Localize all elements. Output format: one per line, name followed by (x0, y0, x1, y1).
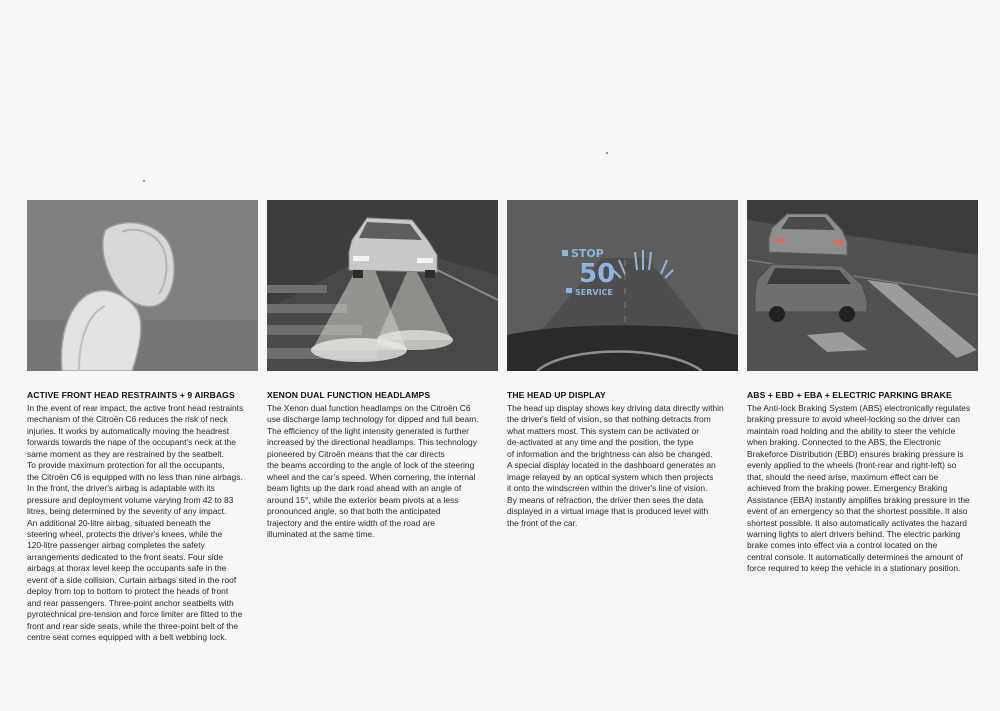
body-line: the front of the car. (507, 517, 578, 528)
body-line: brake comes into effect via a control located on the (747, 540, 938, 551)
body-line: The Anti-lock Braking System (ABS) electronically regulates (747, 403, 971, 413)
body-line: and rear passengers. Three-point anchor seatbelts with (27, 597, 234, 608)
body-line: Assistance (EBA) instantly amplifies braking pressure in the (747, 494, 970, 505)
body-line: event of a side collision. Curtain airbags sited in the roof (27, 574, 237, 585)
body-line: wheel and the car's speed. When cornering, the internal (267, 471, 476, 482)
hud-speed-text: 50 (579, 259, 616, 289)
body-line: it onto the windscreen within the driver's line of vision. (507, 483, 708, 494)
page-speck (143, 180, 145, 182)
body-line: pioneered by Citroën means that the car directs (267, 448, 445, 459)
section-body (747, 403, 978, 575)
body-line: airbags at thorax level keep the occupants safe in the (27, 563, 227, 574)
body-line: front and rear side seats, while the three-point belt of the (27, 620, 239, 631)
body-line: pronounced angle, so that both the anticipated (267, 506, 441, 517)
page-speck (606, 152, 608, 154)
body-line: The efficiency of the light intensity generated is further (267, 425, 469, 436)
body-line: steering wheel, protects the driver's knees, while the (27, 528, 223, 539)
section-braking (747, 200, 978, 575)
body-line: centre seat comes equipped with a belt webbing lock. (27, 632, 227, 643)
body-line: mechanism of the Citroën C6 reduces the risk of neck (27, 414, 228, 425)
body-line: An additional 20-litre airbag, situated beneath the (27, 517, 211, 528)
body-line: achieved from the braking power. Emergency Braking (747, 483, 948, 494)
section-head-restraints (27, 200, 258, 644)
head-restraint-illustration (27, 200, 258, 371)
section-body (267, 403, 498, 540)
body-line: pyrotechnical pre-tension and force limiter are fitted to the (27, 609, 243, 620)
headlamps-illustration (267, 200, 498, 371)
body-line: warning lights to alert drivers behind. The electric parking (747, 528, 961, 539)
section-heading: THE HEAD UP DISPLAY (507, 390, 606, 400)
body-line: By means of refraction, the driver then sees the data (507, 494, 704, 505)
body-line: force required to keep the vehicle in a stationary position. (747, 563, 961, 574)
body-line: evenly applied to the wheels (front-rear and right-left) so (747, 460, 957, 471)
section-body (507, 403, 738, 529)
body-line: In the event of rear impact, the active front head restraints (27, 403, 244, 413)
body-line: displayed in a virtual image that is produced level with (507, 506, 709, 517)
body-line: beam lights up the dark road ahead with an angle of (267, 483, 462, 494)
body-line: maintain road holding and the ability to steer the vehicle (747, 425, 956, 436)
body-line: image relayed by an optical system which then projects (507, 471, 714, 482)
body-line: when braking. Connected to the ABS, the Electronic (747, 437, 941, 448)
hud-service-text: SERVICE (575, 288, 613, 297)
section-heading: ABS + EBD + EBA + ELECTRIC PARKING BRAKE (747, 390, 952, 400)
body-line: A special display located in the dashboard generates an (507, 460, 716, 471)
body-line: the Citroën C6 is equipped with no less than nine airbags. (27, 471, 243, 482)
body-line: deploy from top to bottom to protect the heads of front (27, 586, 229, 597)
body-line: injuries. It works by automatically moving the headrest (27, 425, 230, 436)
braking-illustration (747, 200, 978, 371)
section-body (27, 403, 258, 644)
hud-stop-text: STOP (571, 247, 604, 260)
body-line: trajectory and the entire width of the road are (267, 517, 435, 528)
body-line: To provide maximum protection for all the occupants, (27, 460, 225, 471)
body-line: of information and the brightness can also be changed. (507, 448, 713, 459)
section-xenon-headlamps (267, 200, 498, 540)
body-line: 120-litre passenger airbag completes the safety (27, 540, 205, 551)
head-up-display-illustration (507, 200, 738, 371)
section-head-up-display (507, 200, 738, 529)
body-line: litres, being determined by the severity of any impact. (27, 506, 227, 517)
body-line: Brakeforce Distribution (EBD) ensures braking pressure is (747, 448, 964, 459)
body-line: pressure and deployment volume varying from 42 to 83 (27, 494, 234, 505)
section-heading: XENON DUAL FUNCTION HEADLAMPS (267, 390, 431, 400)
body-line: arrangements dedicated to the front seats. Four side (27, 551, 224, 562)
body-line: illuminated at the same time. (267, 528, 375, 539)
body-line: shortest possible. It also automatically activates the hazard (747, 517, 967, 528)
body-line: In the front, the driver's airbag is adaptable with its (27, 483, 215, 494)
body-line: same moment as they are restrained by the seatbelt. (27, 448, 224, 459)
body-line: increased by the directional headlamps. This technology (267, 437, 477, 448)
body-line: around 15°, while the exterior beam pivots at a less (267, 494, 459, 505)
body-line: event of an emergency so that the shortest possible. It also (747, 506, 968, 517)
body-line: what matters most. This system can be activated or (507, 425, 700, 436)
body-line: central console. It automatically determines the amount of (747, 551, 963, 562)
body-line: braking pressure to avoid wheel-locking so the driver can (747, 414, 960, 425)
body-line: The head up display shows key driving data directly within (507, 403, 724, 413)
body-line: de-activated at any time and the position, the type (507, 437, 694, 448)
section-heading: ACTIVE FRONT HEAD RESTRAINTS + 9 AIRBAGS (27, 390, 235, 400)
body-line: The Xenon dual function headlamps on the Citroën C6 (267, 403, 471, 413)
body-line: the driver's field of vision, so that nothing detracts from (507, 414, 711, 425)
body-line: that, should the need arise, maximum effect can be (747, 471, 939, 482)
body-line: use discharge lamp technology for dipped and full beam. (267, 414, 479, 425)
body-line: forwards towards the nape of the occupant's neck at the (27, 437, 236, 448)
body-line: the beams according to the angle of lock of the steering (267, 460, 475, 471)
